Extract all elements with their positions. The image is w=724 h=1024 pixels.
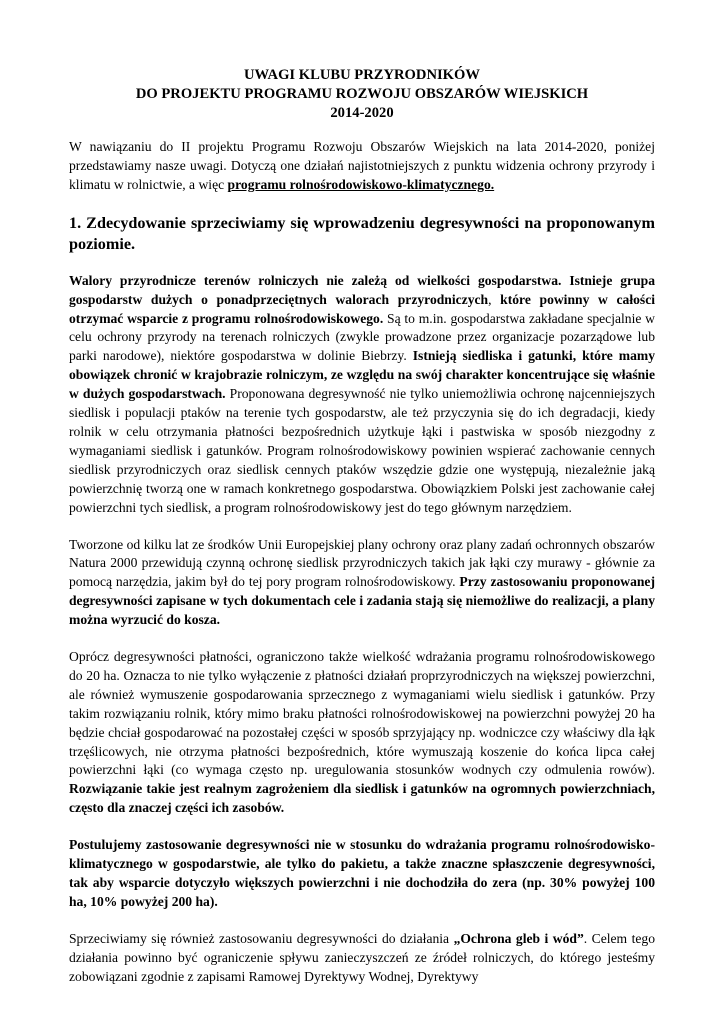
p2-text-1: Tworzone od kilku lat ze środków Unii Europejskiej plany ochrony oraz plany zadań ochronnych obszarów Natura 2000 przewidują czynną ochronę siedlisk przyrodniczych takich jak łąki czy murawy - głównie za pomocą narzędzia, jakim był do tej pory program rolnośrodowiskowy.	[69, 536, 655, 590]
section-1-heading: 1. Zdecydowanie sprzeciwiamy się wprowadzeniu degresywności na proponowanym poziomie.	[69, 213, 655, 253]
intro-emphasis-link: programu rolnośrodowiskowo-klimatycznego.	[227, 176, 495, 192]
paragraph-1	[69, 272, 655, 518]
title-line-1: UWAGI KLUBU PRZYRODNIKÓW	[244, 67, 480, 83]
p5-bold-1: „Ochrona gleb i wód”	[453, 930, 584, 946]
paragraph-2	[69, 536, 655, 631]
paragraph-3	[69, 648, 655, 818]
paragraph-5	[69, 930, 655, 987]
paragraph-4	[69, 836, 655, 912]
title-line-3: 2014-2020	[330, 105, 394, 121]
p1-bold-3: Istnieją siedliska i gatunki, które mamy obowiązek chronić w krajobrazie rolniczym, ze względu na swój charakter koncentrujące się właśnie w dużych gospodarstwach.	[69, 348, 655, 402]
document-page	[69, 66, 655, 1005]
p5-text-2: . Celem tego działania powinno być ograniczenie spływu zanieczyszczeń ze źródeł rolniczych, do którego jesteśmy zobowiązani zgodnie z zapisami Ramowej Dyrektywy Wodnej, Dyrektywy	[69, 930, 655, 984]
p1-bold-2: które powinny w całości otrzymać wsparcie z programu rolnośrodowiskowego.	[69, 291, 656, 326]
p3-bold-1: Rozwiązanie takie jest realnym zagrożeniem dla siedlisk i gatunków na ogromnych powierzchniach, często dla znaczej części ich zasobów.	[69, 781, 655, 816]
p5-text-1: Sprzeciwiamy się również zastosowaniu degresywności do działania	[69, 930, 454, 946]
p1-text-3: Proponowana degresywność nie tylko uniemożliwia ochronę najcenniejszych siedlisk i populacji ptaków na terenie tych gospodarstw, ale też przyczynia się do ich degradacji, kiedy rolnik w celu otrzymania płatności bezpośrednich użytkuje łąki i pastwiska w sposób niezgodny z wymaganiami siedlisk i gatunków. Program rolnośrodowiskowy powinien wspierać zachowanie cennych siedlisk przyrodniczych oraz siedlisk cennych ptaków wszędzie gdzie one występują, niezależnie jaką powierzchnię tworzą one w ramach konkretnego gospodarstwa. Obowiązkiem Polski jest zachowanie całej powierzchni tych siedlisk, a program rolnośrodowiskowy jest do tego głównym narzędziem.	[69, 386, 655, 515]
p2-bold-1: Przy zastosowaniu proponowanej degresywności zapisane w tych dokumentach cele i zadania stają się niemożliwe do realizacji, a plany można wyrzucić do kosza.	[69, 574, 655, 628]
p1-bold-1: Walory przyrodnicze terenów rolniczych nie zależą od wielkości gospodarstwa. Istnieje grupa gospodarstw dużych o ponadprzeciętnych walorach przyrodniczych	[69, 272, 655, 307]
p4-bold-1: Postulujemy zastosowanie degresywności nie w stosunku do wdrażania programu rolnośrodowisko-klimatycznego w gospodarstwie, ale tylko do pakietu, a także znaczne spłaszczenie degresywności, tak aby wsparcie dotyczyło większych powierzchni i nie dochodziła do zera (np. 30% powyżej 100 ha, 10% powyżej 200 ha).	[69, 837, 655, 909]
intro-text: W nawiązaniu do II projektu Programu Rozwoju Obszarów Wiejskich na lata 2014-2020, poniżej przedstawiamy nasze uwagi. Dotyczą one działań najistotniejszych z punktu widzenia ochrony przyrody i klimatu w rolnictwie, a więc	[69, 139, 655, 192]
p1-text-2: Są to m.in. gospodarstwa zakładane specjalnie w celu ochrony przyrody na terenach rolniczych (zwykle prowadzone przez organizacje pozarządowe lub parki narodowe), niektóre gospodarstwa w dolinie Biebrzy.	[69, 310, 655, 364]
title-line-2: DO PROJEKTU PROGRAMU ROZWOJU OBSZARÓW WIEJSKICH	[135, 86, 589, 102]
p1-text-1: ,	[488, 291, 501, 307]
p3-text-1: Oprócz degresywności płatności, ograniczono także wielkość wdrażania programu rolnośrodowiskowego do 20 ha. Oznacza to nie tylko wyłączenie z płatności działań proprzyrodniczych na większej powierzchni, ale również wymuszenie gospodarowania sprzecznego z wymaganiami wielu siedlisk i gatunków. Przy takim rozwiązaniu rolnik, który mimo braku płatności rolnośrodowiskowej na powierzchni powyżej 20 ha będzie chciał gospodarować na pozostałej części w sposób sprzyjający np. wodniczce czy właściwy dla łąk trzęślicowych, nie otrzyma płatności bezpośrednich, które wymuszają koszenie do końca lipca całej powierzchni łąki (co wymaga często np. uregulowania stosunków wodnych czy odmulenia rowów).	[69, 649, 655, 778]
intro-paragraph	[69, 138, 655, 195]
document-title	[69, 66, 655, 123]
